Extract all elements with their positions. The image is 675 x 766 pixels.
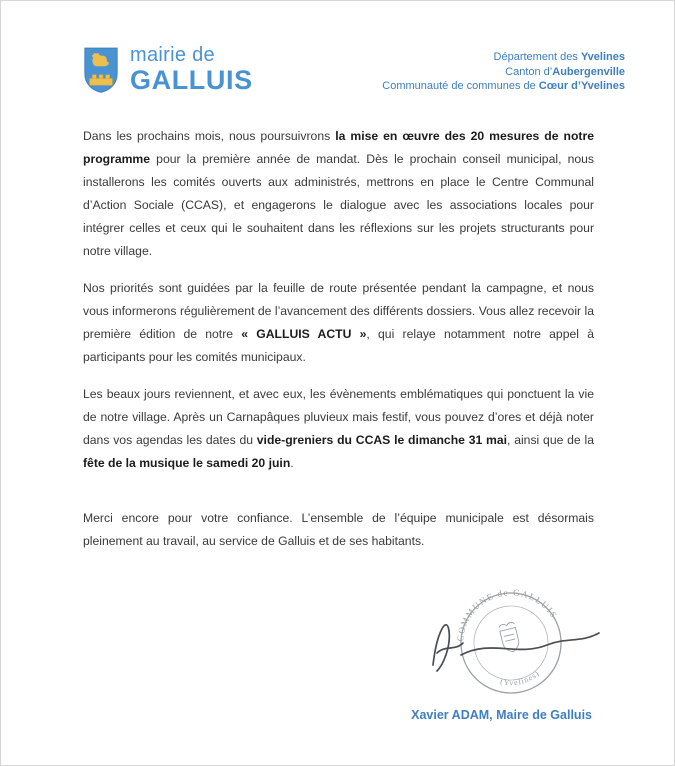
seal-and-signature-graphic (399, 579, 609, 709)
admin-text: Canton d’ (505, 65, 553, 78)
text-segment: pour la première année de mandat. Dès le prochain conseil municipal, nous installerons les comités ouverts aux administrés, mettrons en place le Centre Communal d’Action Sociale (CCAS), et engagerons le dialogue avec les associations locales pour intégrer celles et ceux qui le souhaitent dans les réflexions sur les projets structurants pour notre village. (83, 152, 594, 258)
admin-line-canton (382, 65, 625, 80)
text-segment: , qui relaye notamment notre appel à participants pour les comités municipaux. (83, 327, 594, 364)
admin-text: Département des (493, 51, 581, 63)
text-segment-bold: la mise en œuvre des 20 mesures de notre programme (83, 129, 595, 166)
text-segment: . (290, 456, 294, 470)
paragraph-program (83, 125, 594, 263)
text-segment-bold: vide-greniers du CCAS le dimanche 31 mai (256, 433, 508, 447)
admin-text: Communauté de communes de (382, 80, 539, 92)
svg-text:(Yvelines) (497, 668, 542, 692)
paragraph-remerciement (83, 507, 594, 553)
text-segment: Nos priorités sont guidées par la feuille de route présentée pendant la campagne, et nous vous informerons régulièrement de l’avancement des différents dossiers. Vous allez recevoir la première édition de notre (83, 281, 594, 341)
paragraph-priorites (83, 277, 594, 369)
text-segment-bold: « GALLUIS ACTU » (241, 327, 367, 341)
town-crest-icon (82, 46, 120, 94)
logo-line-mairie-de: mairie de (130, 44, 215, 66)
admin-line-communaute (382, 79, 625, 94)
logo-text (130, 45, 253, 94)
paragraph-evenements (83, 383, 594, 475)
seal-top-text: COMMUNE de GALLUIS (455, 587, 560, 642)
admin-text-bold: Cœur d’Yvelines (538, 80, 625, 92)
admin-text-bold: Yvelines (580, 51, 625, 63)
mairie-logo (82, 45, 253, 94)
text-segment: Merci encore pour votre confiance. L’ensemble de l’équipe municipale est désormais pleinement au travail, au service de Galluis et de ses habitants. (83, 511, 594, 548)
svg-text:COMMUNE de GALLUIS (445, 579, 560, 644)
seal-bottom-text: (Yvelines) (499, 668, 542, 688)
crest-shield-shape (85, 48, 117, 92)
signature-and-seal (399, 579, 609, 709)
logo-line-galluis: GALLUIS (130, 64, 253, 95)
signatory-name: Xavier ADAM, Maire de Galluis (411, 708, 592, 722)
bridge-icon (90, 74, 113, 84)
admin-line-departement (382, 50, 625, 65)
letter-body (83, 125, 594, 553)
text-segment: , ainsi que de la (507, 433, 594, 447)
admin-text-bold: Aubergenville (552, 65, 625, 78)
text-segment: Les beaux jours reviennent, et avec eux, les évènements emblématiques qui ponctuent la vie de notre village. Après un Carnapâques pluvieux mais festif, vous pouvez d’ores et déjà noter dans vos agendas les dates du (83, 387, 594, 447)
text-segment: Dans les prochains mois, nous poursuivrons (83, 129, 336, 143)
seal-inner-ring (466, 598, 556, 688)
text-segment-bold: fête de la musique le samedi 20 juin (83, 456, 291, 470)
administrative-info (382, 50, 625, 94)
